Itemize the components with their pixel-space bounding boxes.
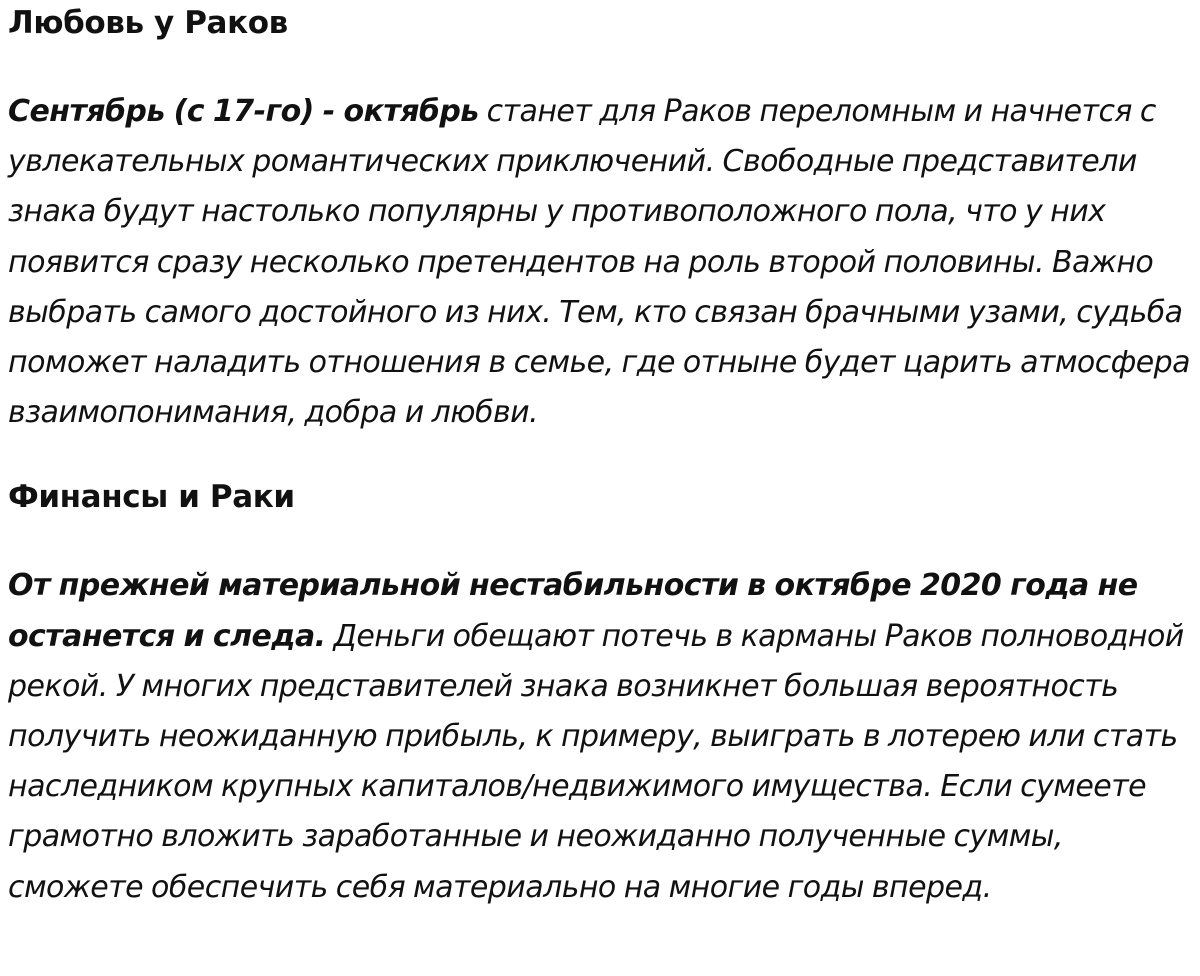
finance-section-heading: Финансы и Раки (8, 479, 295, 516)
love-section-heading: Любовь у Раков (8, 5, 288, 41)
horoscope-article (8, 0, 1192, 913)
love-section-body: станет для Раков переломным и начнется с увлекательных романтических приключений. Свободные представители знака будут настолько популярны у противоположного пола, что у них появится сразу несколько претендентов на роль второй половины. Важно выбрать самого достойного из них. Тем, кто связан брачными узами, судьба поможет наладить отношения в семье, где отныне будет царить атмосфера взаимопонимания, добра и любви. (8, 94, 1191, 431)
finance-section-body: Деньги обещают потечь в карманы Раков полноводной рекой. У многих представителей знака возникнет большая вероятность получить неожиданную прибыль, к примеру, выиграть в лотерею или стать наследником крупных капиталов/недвижимого имущества. Если сумеете грамотно вложить заработанные и неожиданно полученные суммы, сможете обеспечить себя материально на многие годы вперед. (8, 618, 1184, 905)
finance-section-lead: От прежней материальной нестабильности в октябре 2020 года не останется и следа. (8, 568, 1138, 654)
finance-section-paragraph (8, 561, 1192, 912)
love-section-lead: Сентябрь (с 17-го) - октябрь (8, 94, 479, 129)
love-section-paragraph (8, 87, 1192, 438)
